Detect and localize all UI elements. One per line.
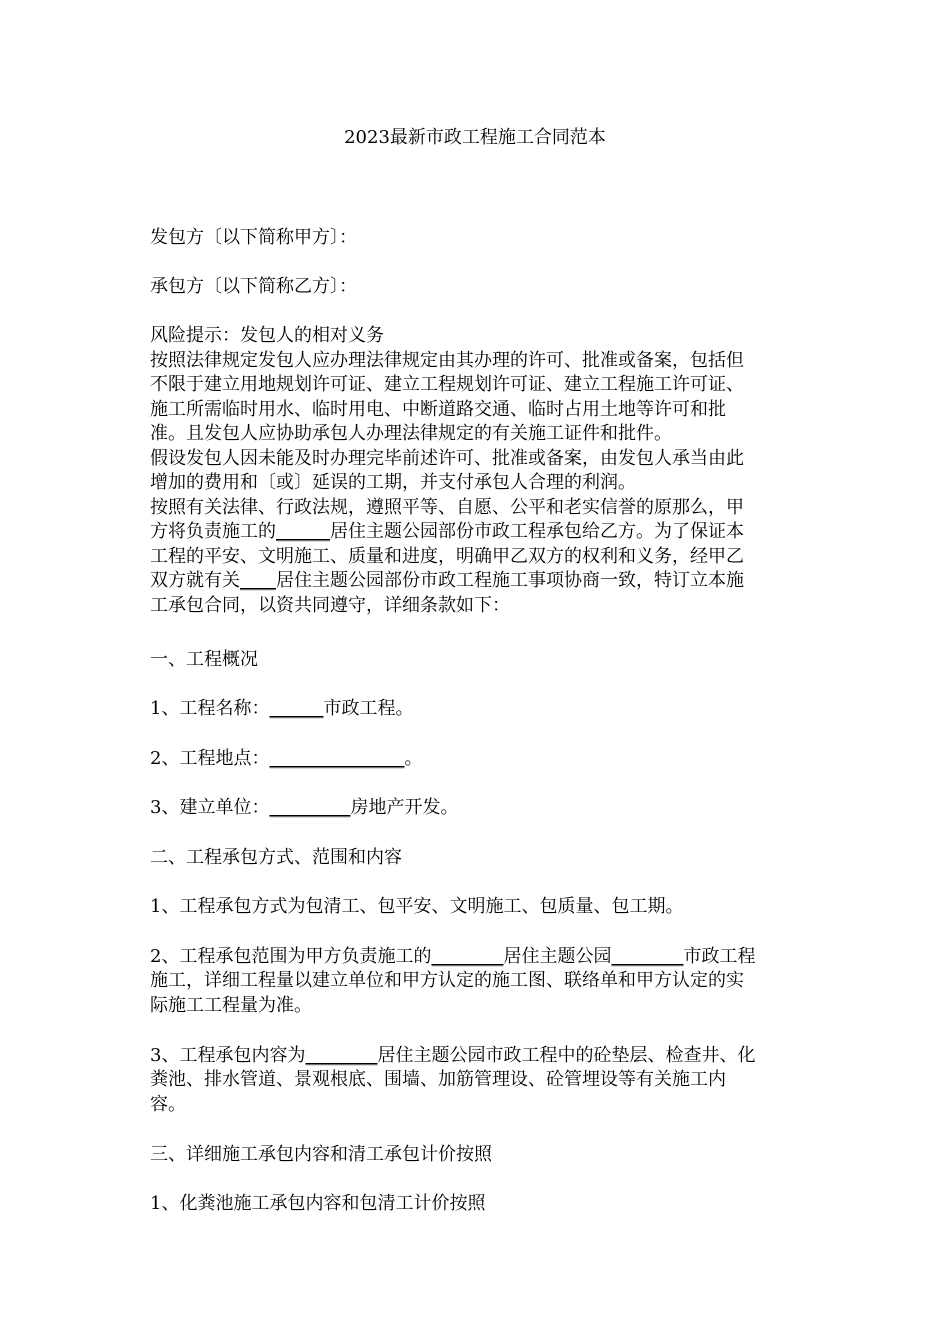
section-1-item-2 bbox=[150, 747, 800, 772]
item-label: 3、建立单位： bbox=[150, 797, 270, 818]
intro-line: 工程的平安、文明施工、质量和进度，明确甲乙双方的权利和义务，经甲乙 bbox=[150, 546, 744, 567]
item-text: 市政工程 bbox=[683, 946, 756, 967]
section-2-heading: 二、工程承包方式、范围和内容 bbox=[150, 847, 402, 868]
section-2-item-3-cont: 容。 bbox=[150, 1094, 186, 1115]
risk-para1-line: 不限于建立用地规划许可证、建立工程规划许可证、建立工程施工许可证、 bbox=[150, 374, 744, 395]
intro-text: 方将负责施工的 bbox=[150, 521, 276, 542]
risk-heading: 风险提示：发包人的相对义务 bbox=[150, 325, 384, 346]
fill-blank: ________ bbox=[611, 946, 684, 967]
item-text: 居住主题公园市政工程中的砼垫层、检查井、化 bbox=[377, 1045, 756, 1066]
item-text: 市政工程。 bbox=[323, 698, 414, 719]
section-2-item-1: 1、工程承包方式为包清工、包平安、文明施工、包质量、包工期。 bbox=[150, 896, 684, 917]
intro-line: 按照有关法律、行政法规，遵照平等、自愿、公平和老实信誉的原那么，甲 bbox=[150, 497, 744, 518]
risk-para1-line: 施工所需临时用水、临时用电、中断道路交通、临时占用土地等许可和批 bbox=[150, 399, 726, 420]
section-2-item-3 bbox=[150, 1044, 800, 1069]
risk-para2-line: 假设发包人因未能及时办理完毕前述许可、批准或备案，由发包人承当由此 bbox=[150, 448, 744, 469]
item-text: 居住主题公园 bbox=[503, 946, 612, 967]
item-text: 。 bbox=[404, 748, 423, 769]
section-1-heading: 一、工程概况 bbox=[150, 649, 258, 670]
item-label: 1、工程名称： bbox=[150, 698, 270, 719]
section-1-item-1 bbox=[150, 697, 800, 722]
intro-text: 居住主题公园部份市政工程承包给乙方。为了保证本 bbox=[330, 521, 744, 542]
section-3-item-1: 1、化粪池施工承包内容和包清工计价按照 bbox=[150, 1193, 486, 1214]
fill-blank: ________ bbox=[305, 1045, 378, 1066]
intro-text: 居住主题公园部份市政工程施工事项协商一致，特订立本施 bbox=[276, 570, 744, 591]
fill-blank: ____ bbox=[240, 570, 276, 591]
intro-line bbox=[150, 520, 800, 545]
section-3-heading: 三、详细施工承包内容和清工承包计价按照 bbox=[150, 1144, 492, 1165]
section-2-item-2-cont: 际施工工程量为准。 bbox=[150, 995, 312, 1016]
fill-blank: ______ bbox=[276, 521, 330, 542]
document-title: 2023最新市政工程施工合同范本 bbox=[344, 127, 606, 148]
fill-blank: ______ bbox=[269, 698, 324, 719]
fill-blank: _________ bbox=[269, 797, 351, 818]
section-1-item-3 bbox=[150, 796, 800, 821]
item-text: 房地产开发。 bbox=[350, 797, 459, 818]
intro-text: 双方就有关 bbox=[150, 570, 240, 591]
item-label: 2、工程地点： bbox=[150, 748, 270, 769]
item-text: 3、工程承包内容为 bbox=[150, 1045, 306, 1066]
section-2-item-3-cont: 粪池、排水管道、景观根底、围墙、加筋管理设、砼管埋设等有关施工内 bbox=[150, 1069, 726, 1090]
party-b-line: 承包方〔以下简称乙方〕： bbox=[150, 276, 357, 297]
party-a-line: 发包方〔以下简称甲方〕： bbox=[150, 227, 357, 248]
fill-blank: _______________ bbox=[269, 748, 405, 769]
item-text: 2、工程承包范围为甲方负责施工的 bbox=[150, 946, 432, 967]
risk-para1-line: 按照法律规定发包人应办理法律规定由其办理的许可、批准或备案，包括但 bbox=[150, 350, 744, 371]
risk-para2-line: 增加的费用和〔或〕延误的工期，并支付承包人合理的利润。 bbox=[150, 472, 636, 493]
intro-line: 工承包合同，以资共同遵守，详细条款如下： bbox=[150, 595, 510, 616]
intro-line bbox=[150, 569, 800, 594]
risk-para1-line: 准。且发包人应协助承包人办理法律规定的有关施工证件和批件。 bbox=[150, 423, 672, 444]
fill-blank: ________ bbox=[431, 946, 504, 967]
section-2-item-2 bbox=[150, 945, 800, 970]
section-2-item-2-cont: 施工，详细工程量以建立单位和甲方认定的施工图、联络单和甲方认定的实 bbox=[150, 970, 744, 991]
